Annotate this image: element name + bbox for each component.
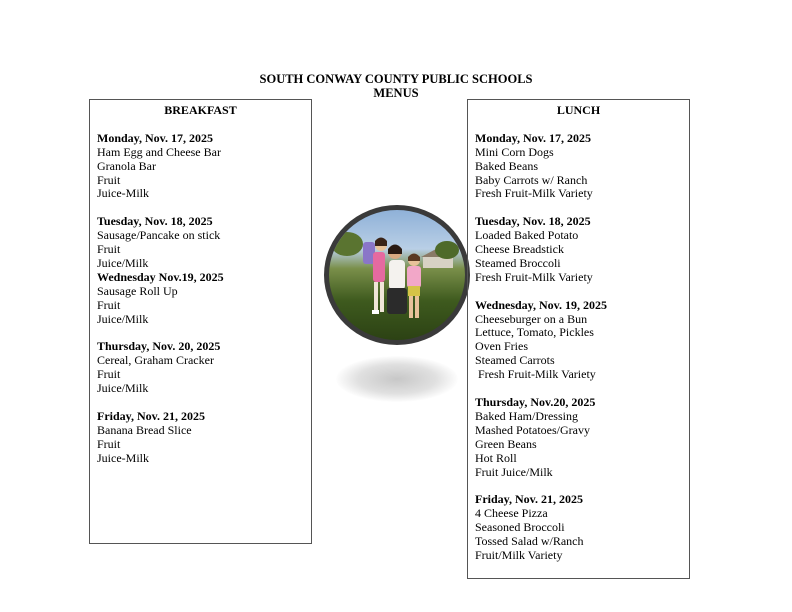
menu-item: Tossed Salad w/Ranch [475,534,584,549]
menu-item: Cheeseburger on a Bun [475,311,588,326]
menu-item: Seasoned Broccoli [475,520,565,535]
menu-item: Loaded Baked Potato [475,228,579,243]
menu-item: Mashed Potatoes/Gravy [475,422,590,437]
menu-item: Fruit [97,367,121,382]
day-title: Thursday, Nov. 20, 2025 [97,339,221,354]
day-title: Tuesday, Nov. 18, 2025 [475,214,591,229]
lunch-day-friday [475,493,682,563]
day-title: Thursday, Nov.20, 2025 [475,394,596,409]
day-title: Wednesday, Nov. 19, 2025 [475,297,608,312]
lunch-day-thursday [475,396,682,479]
lunch-day-tuesday [475,215,682,285]
menu-item: Baked Ham/Dressing [475,408,578,423]
menu-item: Fresh Fruit-Milk Variety [475,367,596,382]
menu-item: Sausage/Pancake on stick [97,228,221,243]
breakfast-title: BREAKFAST [164,103,237,117]
photo-shadow [336,356,458,402]
menu-item: Granola Bar [97,158,156,173]
lunch-title: LUNCH [556,103,601,117]
menu-item: Fruit [97,242,121,257]
menu-item: Sausage Roll Up [97,283,178,298]
breakfast-day-thursday [97,340,304,396]
breakfast-menu-box [89,99,312,544]
menu-item: Juice/Milk [97,255,149,270]
menu-item: Baked Beans [475,158,538,173]
photo-scene [329,210,465,340]
menu-item: Ham Egg and Cheese Bar [97,144,221,159]
lunch-day-monday [475,132,682,202]
menu-item: Fruit [97,172,121,187]
menu-item: Juice-Milk [97,186,149,201]
menu-item: Green Beans [475,436,537,451]
day-title: Monday, Nov. 17, 2025 [475,130,592,145]
children-photo-icon [324,205,470,345]
lunch-day-wednesday [475,299,682,382]
breakfast-day-friday [97,410,304,466]
menu-item: Juice/Milk [97,311,149,326]
menu-item: Fruit [97,297,121,312]
breakfast-day-wednesday [97,271,304,327]
day-title: Friday, Nov. 21, 2025 [475,492,584,507]
lunch-menu-box [467,99,690,579]
menu-item: 4 Cheese Pizza [475,506,548,521]
menu-item: Mini Corn Dogs [475,144,554,159]
menu-item: Lettuce, Tomato, Pickles [475,325,594,340]
menu-item: Fruit [97,436,121,451]
menu-item: Fruit/Milk Variety [475,547,563,562]
menu-item: Juice/Milk [97,381,149,396]
menu-item: Baby Carrots w/ Ranch [475,172,588,187]
page-header [0,73,792,100]
menu-item: Hot Roll [475,450,517,465]
breakfast-day-monday [97,132,304,202]
breakfast-day-tuesday [97,215,304,271]
day-title: Tuesday, Nov. 18, 2025 [97,214,213,229]
menus-subtitle: MENUS [373,85,419,100]
menu-item: Fresh Fruit-Milk Variety [475,269,593,284]
menu-item: Steamed Broccoli [475,255,561,270]
menu-item: Banana Bread Slice [97,422,192,437]
day-title: Wednesday Nov.19, 2025 [97,269,224,284]
menu-item: Oven Fries [475,339,528,354]
menu-item: Juice-Milk [97,450,149,465]
district-title: SOUTH CONWAY COUNTY PUBLIC SCHOOLS [259,72,533,86]
menu-item: Cheese Breadstick [475,242,564,257]
menu-item: Cereal, Graham Cracker [97,353,214,368]
day-title: Friday, Nov. 21, 2025 [97,408,206,423]
menu-item: Steamed Carrots [475,353,555,368]
day-title: Monday, Nov. 17, 2025 [97,130,214,145]
menu-item: Fruit Juice/Milk [475,464,553,479]
children-photo [324,205,470,345]
menu-item: Fresh Fruit-Milk Variety [475,186,593,201]
